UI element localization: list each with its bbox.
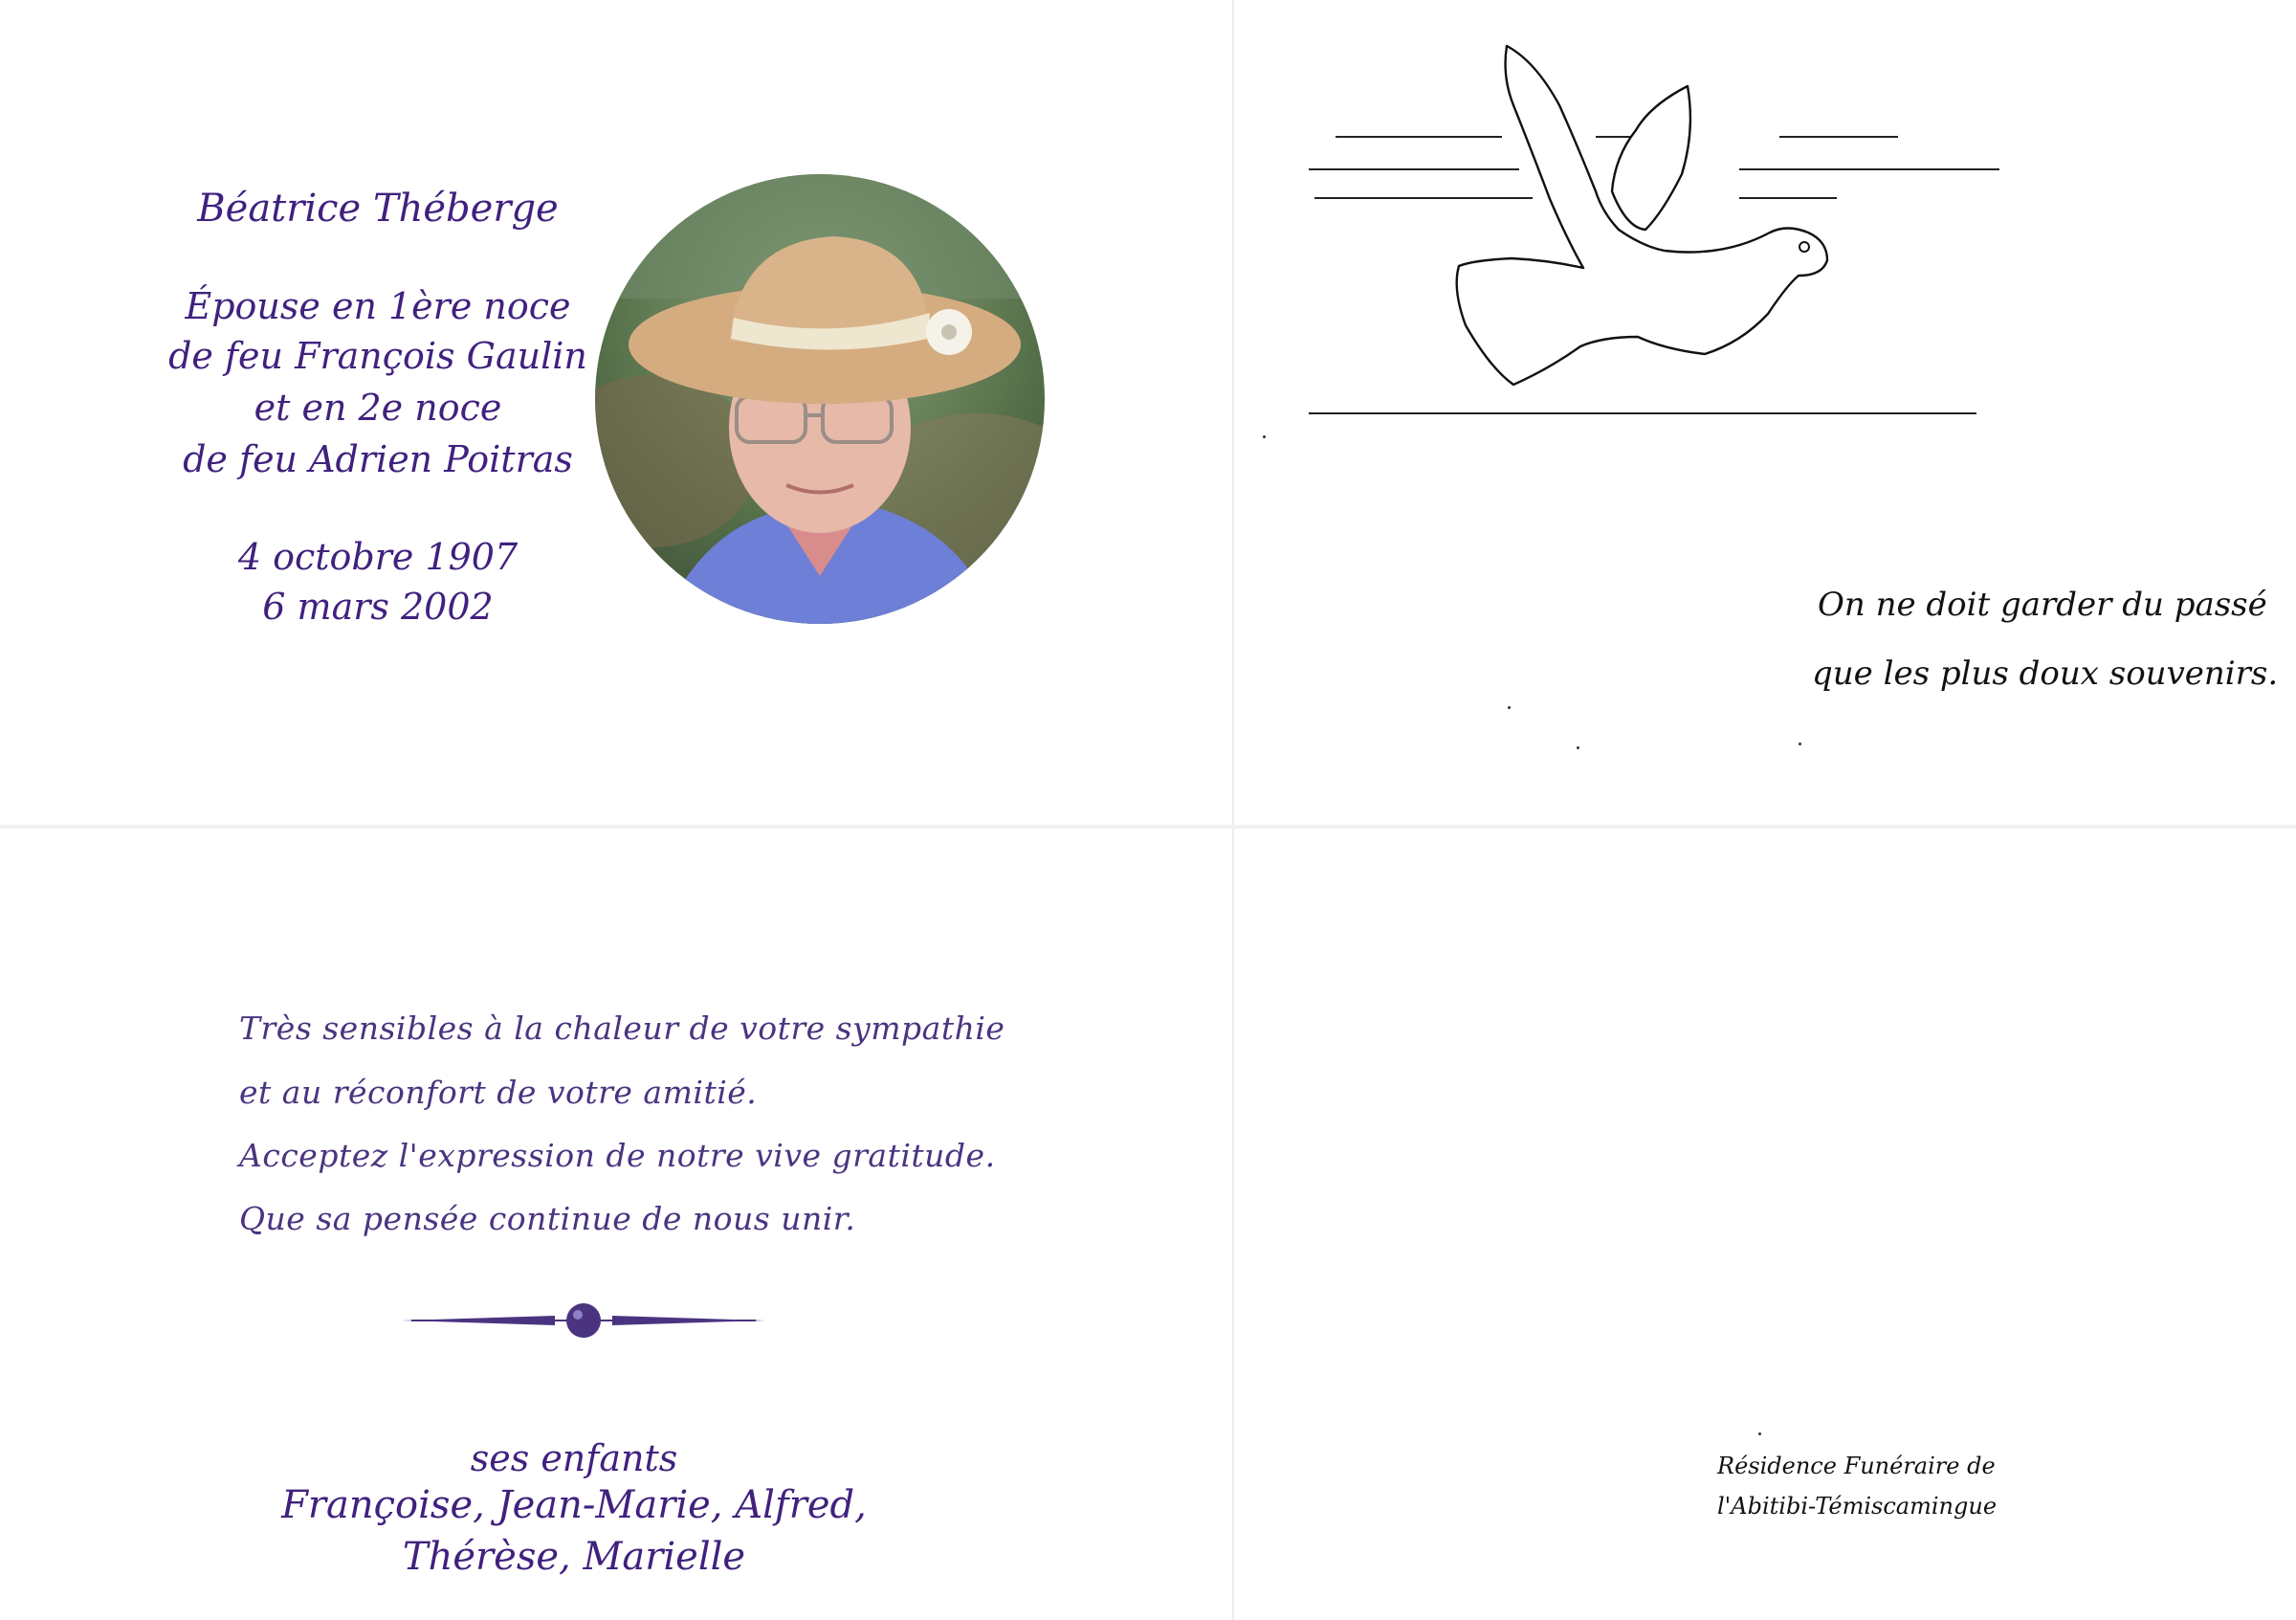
quote-line: On ne doit garder du passé	[1818, 586, 2267, 624]
spouse-line: Épouse en 1ère noce	[185, 285, 571, 327]
birth-date: 4 octobre 1907	[237, 536, 519, 578]
ornament-divider	[402, 1299, 765, 1342]
funeral-home-line: Résidence Funéraire de	[1717, 1453, 1996, 1479]
thanks-line: Que sa pensée continue de nous unir.	[239, 1200, 856, 1237]
thanks-line: Très sensibles à la chaleur de votre sympathie	[239, 1010, 1005, 1047]
scan-speck	[1263, 435, 1266, 438]
spouse-line: et en 2e noce	[254, 387, 502, 429]
children-label: ses enfants	[470, 1437, 678, 1479]
scan-speck	[1799, 743, 1801, 745]
vertical-fold-line	[1232, 0, 1234, 1620]
spouse-line: de feu François Gaulin	[168, 335, 587, 377]
funeral-home-line: l'Abitibi-Témiscamingue	[1717, 1493, 1998, 1520]
spouse-line: de feu Adrien Poitras	[183, 438, 573, 480]
quote-line: que les plus doux souvenirs.	[1812, 655, 2279, 693]
horizontal-fold-line	[0, 825, 2296, 829]
portrait-photo	[595, 174, 1045, 624]
children-names: Françoise, Jean-Marie, Alfred,	[281, 1483, 867, 1527]
death-date: 6 mars 2002	[262, 586, 494, 628]
thanks-line: et au réconfort de votre amitié.	[239, 1074, 758, 1111]
deceased-name: Béatrice Théberge	[197, 187, 559, 231]
children-names: Thérèse, Marielle	[402, 1535, 746, 1579]
dove-icon	[1263, 38, 2028, 440]
portrait-illustration	[595, 174, 1045, 624]
scan-speck	[1577, 746, 1579, 749]
scan-speck	[1508, 706, 1511, 709]
thanks-line: Acceptez l'expression de notre vive gratitude.	[239, 1137, 996, 1174]
scan-speck	[1758, 1432, 1761, 1435]
